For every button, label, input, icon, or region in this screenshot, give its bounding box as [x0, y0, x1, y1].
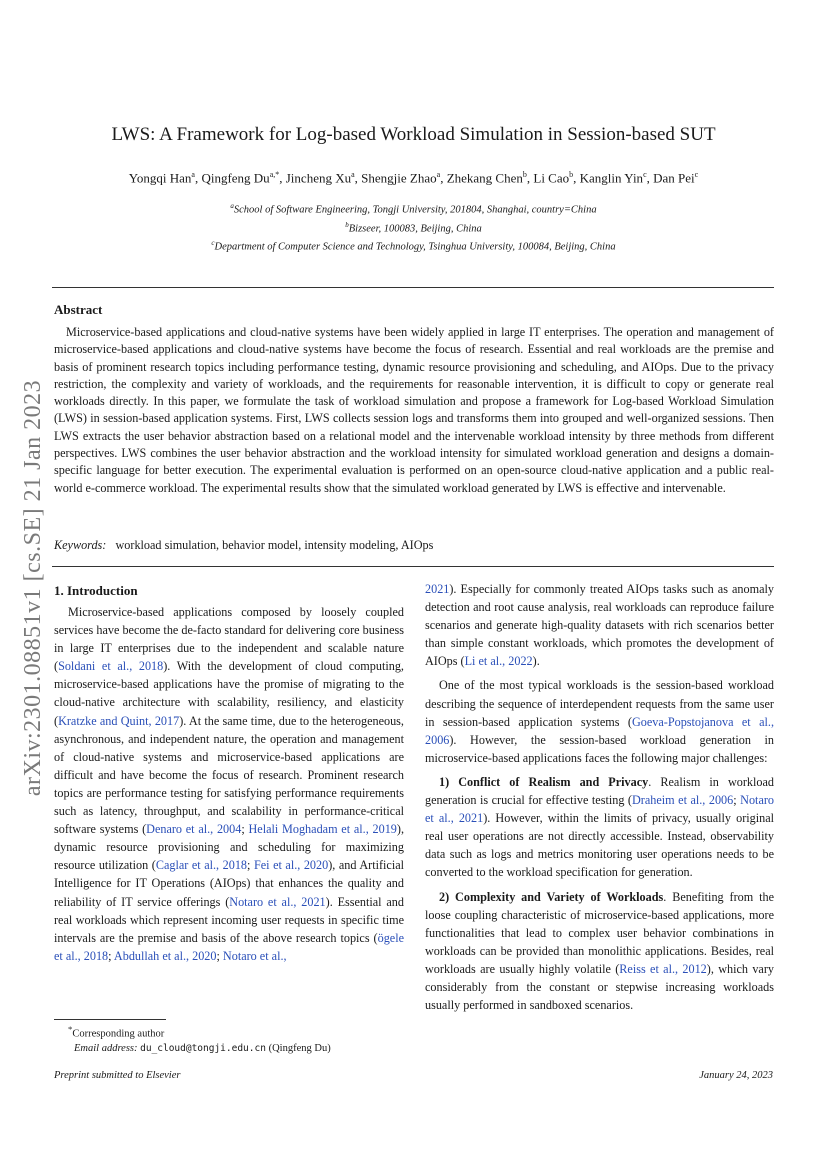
left-column	[54, 603, 404, 965]
citation-link[interactable]: Helali Moghadam et al., 2019	[248, 822, 397, 837]
footer-preprint: Preprint submitted to Elsevier	[54, 1070, 181, 1081]
author-name: Yongqi Han	[128, 170, 192, 186]
footer-date: January 24, 2023	[699, 1070, 773, 1081]
keywords-text: workload simulation, behavior model, intensity modeling, AIOps	[115, 538, 434, 552]
intro-paragraph-continued: 2021). Especially for commonly treated AIOps tasks such as anomaly detection and root cause analysis, real workloads can reproduce failure scenarios and generate high-quality datasets with rich scenarios better than simple constant workloads, which promotes the development of AIOps (Li et al., 2022).	[425, 582, 774, 669]
author-affiliation-mark: a	[191, 170, 195, 179]
divider-top	[52, 287, 774, 288]
author-name: Li Cao	[533, 170, 570, 186]
affiliation: $^a$School of Software Engineering, Tongji University, 201804, Shanghai, country=China	[230, 202, 597, 216]
author-name: Jincheng Xu	[285, 170, 352, 186]
author-affiliation-mark: c	[643, 170, 647, 179]
intro-paragraph-1: Microservice-based applications composed by loosely coupled services have become the de-facto standard for delivering core business in large IT enterprises due to the independent and scalable nature (Soldani et al., 2018). With the development of cloud computing, microservice-based applications have the promise of migrating to the cloud-native architecture with scalability, resiliency, and elasticity (Kratzke and Quint, 2017). At the same time, due to the heterogeneous, asynchronous, and independent nature, the operation and management of cloud-native systems and microservice-based applications are difficult and have become the focus of research. Prominent research topics are performance testing for satisfying performance requirements such as latency, throughput, and scalability in performance-critical software systems (Denaro et al., 2004; Helali Moghadam et al., 2019), dynamic resource provisioning and scheduling for maximizing resource utilization (Caglar et al., 2018; Fei et al., 2020), and Artificial Intelligence for IT Operations (AIOps) that enhances the quality and reliability of IT service offerings (Notaro et al., 2021). Essential and real workloads which represent incoming user requests in specific time intervals are the premise and basis of the above research topics (ögele et al., 2018; Abdullah et al., 2020; Notaro et al.,	[54, 605, 404, 963]
author-affiliation-mark: a,*	[269, 170, 280, 179]
footnote-corresponding: Corresponding author	[72, 1028, 165, 1040]
keywords-line	[54, 538, 774, 553]
citation-link[interactable]: Notaro et al.,	[222, 948, 287, 963]
author-affiliation-mark: c	[694, 170, 699, 179]
citation-link[interactable]: Kratzke and Quint, 2017	[58, 713, 180, 728]
affiliation: $^c$Department of Computer Science and Technology, Tsinghua University, 100084, Beijing, China	[211, 239, 616, 253]
arxiv-stamp: arXiv:2301.08851v1 [cs.SE] 21 Jan 2023	[20, 379, 46, 797]
abstract-body: Microservice-based applications and cloud-native systems have been widely applied in large IT enterprises. The operation and management of microservice-based applications and cloud-native systems have become the focus of research. Essential and real workloads are the premise and basis of prominent research topics including performance testing, dynamic resource provisioning and scheduling, and AIOps. Due to the privacy restriction, the complexity and variety of workloads, and the requirements for reasonable intervention, it is difficult to copy or generate real workloads directly. In this paper, we formulate the task of workload simulation and propose a framework for Log-based Workload Simulation (LWS) in session-based application systems. First, LWS collects session logs and transforms them into grouped and well-organized sessions. Then LWS extracts the user behavior abstraction based on a relational model and the intervenable workload intensity by three methods from different perspectives. LWS combines the user behavior abstraction and the workload intensity for simulated workload generation and designs a domain-specific language for better execution. The experimental evaluation is performed on an open-source cloud-native application and a public real-world e-commerce workload. The experimental results show that the simulated workload generated by LWS is effective and intervenable.	[54, 325, 774, 495]
challenge-2-paragraph: 2) Complexity and Variety of Workloads. Benefiting from the loose coupling characteristic of microservice-based applications, more functionalities that lead to complex user behavior combinations in workloads can be provided than monolithic applications. Besides, real workloads are usually highly volatile (Reiss et al., 2012), which vary considerably from the constant or stepwise increasing workloads usually performed in sandboxed scenarios.	[425, 889, 774, 1013]
challenge-1-heading: 1) Conflict of Realism and Privacy	[439, 774, 649, 789]
citation-link[interactable]: Notaro et al., 2021	[425, 793, 774, 826]
author-name: Shengjie Zhao	[361, 170, 437, 186]
author-affiliation-mark: b	[522, 170, 527, 179]
email-label: Email address:	[74, 1043, 138, 1054]
intro-paragraph-2: One of the most typical workloads is the session-based workload describing the sequence of interdependent requests from the same user in session-based application systems (Goeva-Popstojanova et al., 2006). However, the session-based workload generation in microservice-based applications faces the following major challenges:	[425, 678, 774, 765]
author-name: Kanglin Yin	[579, 170, 644, 186]
author-affiliation-mark: b	[569, 170, 574, 179]
affiliation: $^b$Bizseer, 100083, Beijing, China	[345, 220, 482, 234]
author-name: Dan Pei	[653, 170, 695, 186]
citation-link[interactable]: Reiss et al., 2012	[619, 961, 707, 976]
paper-title: LWS: A Framework for Log-based Workload Simulation in Session-based SUT	[111, 124, 716, 145]
citation-link[interactable]: ögele et al., 2018	[54, 930, 404, 963]
challenge-2-heading: 2) Complexity and Variety of Workloads	[439, 889, 664, 904]
citation-link[interactable]: 2021	[425, 582, 450, 596]
section-heading-introduction: 1. Introduction	[54, 583, 138, 598]
author-affiliation-mark: a	[436, 170, 441, 179]
email-owner: (Qingfeng Du)	[268, 1043, 331, 1054]
citation-link[interactable]: Draheim et al., 2006	[632, 793, 734, 808]
footnote-divider	[54, 1019, 166, 1020]
right-column	[425, 580, 774, 1014]
author-list: Yongqi Han$^a$, Qingfeng $Du^{a,*}$, Jincheng Xu$^a$, Shengjie Zhao$^a$, Zhekang Chen$^b$, Li Cao$^b$, Kanglin Yin$^c$, Dan Pei$^c$	[128, 170, 699, 186]
divider-bottom	[52, 566, 774, 567]
citation-link[interactable]: Fei et al., 2020	[253, 858, 329, 873]
citation-link[interactable]: Notaro et al., 2021	[229, 894, 326, 909]
author-name: Zhekang Chen	[446, 170, 523, 186]
keywords-label: Keywords:	[54, 538, 107, 552]
citation-link[interactable]: Goeva-Popstojanova et al., 2006	[425, 714, 774, 747]
citation-link[interactable]: Soldani et al., 2018	[58, 659, 164, 674]
citation-link[interactable]: Li et al., 2022	[464, 654, 533, 669]
author-affiliation-mark: a	[351, 170, 355, 179]
footnote: *Corresponding author Email address: du_cloud@tongji.edu.cn (Qingfeng Du)	[68, 1024, 331, 1054]
citation-link[interactable]: Caglar et al., 2018	[155, 858, 248, 873]
author-name: Qingfeng Du	[201, 170, 270, 186]
citation-link[interactable]: Abdullah et al., 2020	[113, 948, 217, 963]
abstract-heading: Abstract	[54, 302, 103, 317]
citation-link[interactable]: Denaro et al., 2004	[146, 822, 242, 837]
affiliation-list	[60, 199, 767, 255]
email-link[interactable]: du_cloud@tongji.edu.cn	[140, 1043, 266, 1054]
challenge-1-paragraph: 1) Conflict of Realism and Privacy. Realism in workload generation is crucial for effective testing (Draheim et al., 2006; Notaro et al., 2021). However, within the limits of privacy, usually original real user operations are not directly accessible. Instead, observability data such as logs and metrics monitoring user operations needs to be converted to the workload specification for generation.	[425, 774, 775, 880]
